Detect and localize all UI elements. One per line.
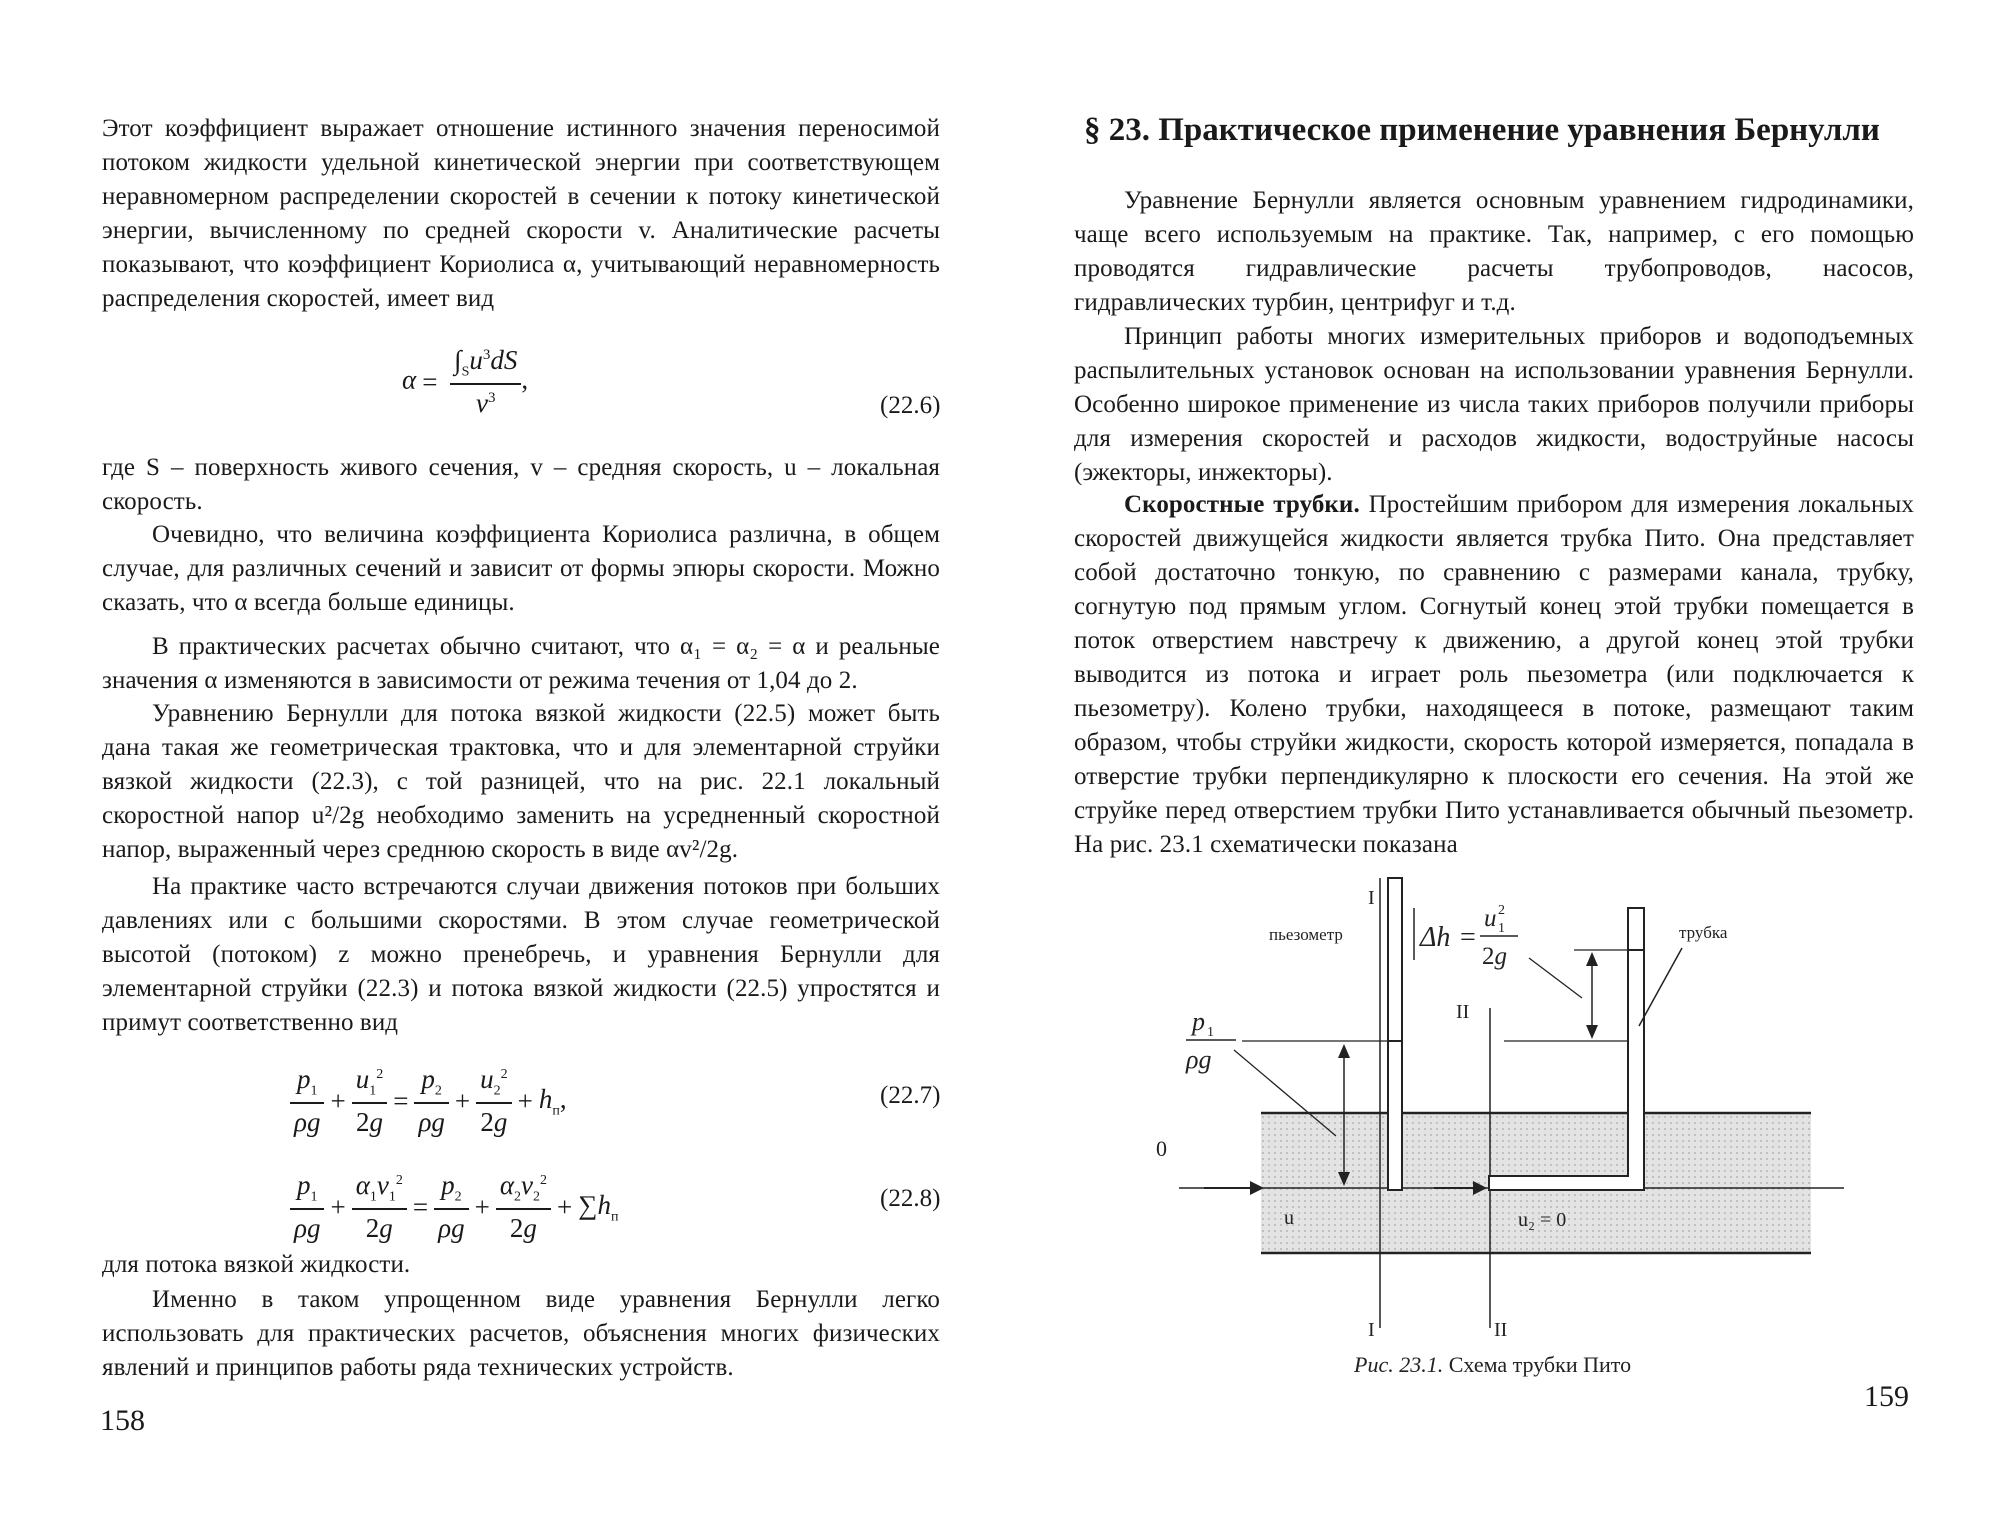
right-paragraph-1: Уравнение Бернулли является основным уравнением гидродинамики, чаще всего используемым на практике. Так, например, с его помощью проводятся гидравлические расчеты трубопроводов, насосов, гидравлических турбин, центрифуг и т.д. (1074, 187, 1914, 316)
svg-text:u: u (1484, 905, 1497, 932)
tube-leader-line (1639, 948, 1682, 1026)
label-velocity-u2: u₂ = 0 (1518, 1209, 1567, 1231)
delta-h-leader-line (1529, 958, 1582, 998)
left-paragraph-6: На практике часто встречаются случаи движения потоков при больших давлениях или с большими скоростями. В этом случае геометрической высотой (потоком) z можно пренебречь, и уравнения Бернулли для элементарной струйки (22.3) и потока вязкой жидкости (22.5) упростятся и примут соответственно вид (102, 873, 940, 1036)
left-paragraph-1: Этот коэффициент выражает отношение истинного значения переносимой потоком жидкости удельной кинетической энергии при соответствующем неравномерном распределении скоростей в сечении к потоку кинетической энергии, вычисленному по средней скорости v. Аналитические расчеты показывают, что коэффициент Кориолиса α, учитывающий неравномерность распределения скоростей, имеет вид (102, 115, 940, 312)
figure-caption-text: Схема трубки Пито (1443, 1352, 1632, 1377)
label-velocity-u: u (1284, 1207, 1294, 1229)
figure-caption-number: Рис. 23.1. (1354, 1352, 1444, 1377)
right-paragraph-2: Принцип работы многих измерительных приборов и водоподъемных распылительных установок основан на использовании уравнения Бернулли. Особенно широкое применение из числа таких приборов получили приборы для измерения скоростей и расходов жидкости, водоструйные насосы (эжекторы, инжекторы). (1074, 323, 1914, 486)
term-velocity-tubes: Скоростные трубки. (1124, 491, 1360, 518)
formula-22-8: $\frac{p_1}{\rho g}$ + $\frac{\alpha_1v_1^2}{2g}$ = $\frac{p_2}{\rho g}$ + $\frac{\alpha_2v_2^2}{2g}$ + $\sum h_п$ (290, 1170, 618, 1244)
right-page (1004, 0, 2009, 1524)
right-paragraph-3 (1074, 488, 1914, 862)
label-tube: трубка (1679, 923, 1728, 942)
formula-22-6: α = $\frac{\int_Su^3dS}{v^3}$ , (402, 345, 529, 419)
equation-number-22-6: (22.6) (880, 392, 941, 419)
equation-number-22-8: (22.8) (880, 1185, 941, 1212)
pressure-head-label (1185, 1007, 1236, 1074)
svg-text:ρg: ρg (1186, 1045, 1212, 1074)
label-section-II-top: II (1456, 1001, 1470, 1023)
svg-text:1: 1 (1498, 921, 1505, 936)
label-section-I-top: I (1368, 887, 1375, 909)
pitot-tube-diagram (1134, 868, 1894, 1388)
svg-text:1: 1 (1207, 1025, 1214, 1040)
left-paragraph-8: Именно в таком упрощенном виде уравнения Бернулли легко использовать для практических расчетов, объяснения многих физических явлений и принципов работы ряда технических устройств. (102, 1286, 940, 1381)
page-number-right: 159 (1864, 1380, 1909, 1413)
label-section-I-bottom: I (1368, 1319, 1375, 1341)
svg-text:p: p (1192, 1007, 1205, 1036)
formula-22-7: $\frac{p_1}{\rho g}$ + $\frac{u_1^2}{2g}$ = $\frac{p_2}{\rho g}$ + $\frac{u_2^2}{2g}$ + $h_п$, (290, 1064, 567, 1138)
delta-h-arrowhead-down (1586, 1025, 1598, 1039)
left-paragraph-3: Очевидно, что величина коэффициента Кориолиса различна, в общем случае, для различных сечений и зависит от формы эпюры скорости. Можно сказать, что α всегда больше единицы. (102, 521, 940, 616)
right-paragraph-3-text: Простейшим прибором для измерения локальных скоростей движущейся жидкости является трубка Пито. Она представляет собой достаточно тонкую, по сравнению с размерами канала, трубку, согнутую под прямым углом. Согнутый конец этой трубки помещается в поток отверстием навстречу к движению, а другой конец этой трубки выводится из потока и играет роль пьезометра (или подключается к пьезометру). Колено трубки, находящееся в потоке, размещают таким образом, чтобы струйки жидкости, скорость которой измеряется, попадала в отверстие трубки перпендикулярно к плоскости его сечения. На этой же струйке перед отверстием трубки Пито устанавливается обычный пьезометр. На рис. 23.1 схематически показана (1074, 491, 1914, 858)
label-section-II-bottom: II (1494, 1319, 1508, 1341)
svg-text:2: 2 (1498, 903, 1505, 918)
figure-caption (1353, 1352, 1631, 1377)
equation-number-22-7: (22.7) (880, 1082, 941, 1109)
piezometer-tube (1388, 878, 1402, 1190)
section-heading: § 23. Практическое применение уравнения Бернулли (1084, 112, 1880, 148)
svg-text:Δh: Δh (1420, 922, 1451, 953)
page-number-left: 158 (100, 1404, 145, 1437)
left-paragraph-7: для потока вязкой жидкости. (102, 1251, 411, 1278)
left-paragraph-2: где S – поверхность живого сечения, v – средняя скорость, u – локальная скорость. (102, 454, 940, 515)
pressure-head-arrowhead-up (1338, 1044, 1350, 1058)
left-page (0, 0, 1004, 1524)
label-axis-0: 0 (1156, 1136, 1167, 1161)
svg-text:2g: 2g (1482, 943, 1507, 970)
svg-text:=: = (1460, 922, 1476, 953)
delta-h-formula (1419, 903, 1518, 970)
label-piezometer: пьезометр (1269, 925, 1343, 944)
delta-h-arrowhead-up (1586, 952, 1598, 966)
left-paragraph-5: Уравнению Бернулли для потока вязкой жидкости (22.5) может быть дана такая же геометрическая трактовка, что и для элементарной струйки вязкой жидкости (22.3), с той разницей, что на рис. 22.1 локальный скоростной напор u²/2g необходимо заменить на усредненный скоростной напор, выраженный через среднюю скорость в виде αv²/2g. (102, 700, 940, 863)
left-paragraph-4: В практических расчетах обычно считают, что α₁ = α₂ = α и реальные значения α изменяются в зависимости от режима течения от 1,04 до 2. (102, 633, 940, 694)
